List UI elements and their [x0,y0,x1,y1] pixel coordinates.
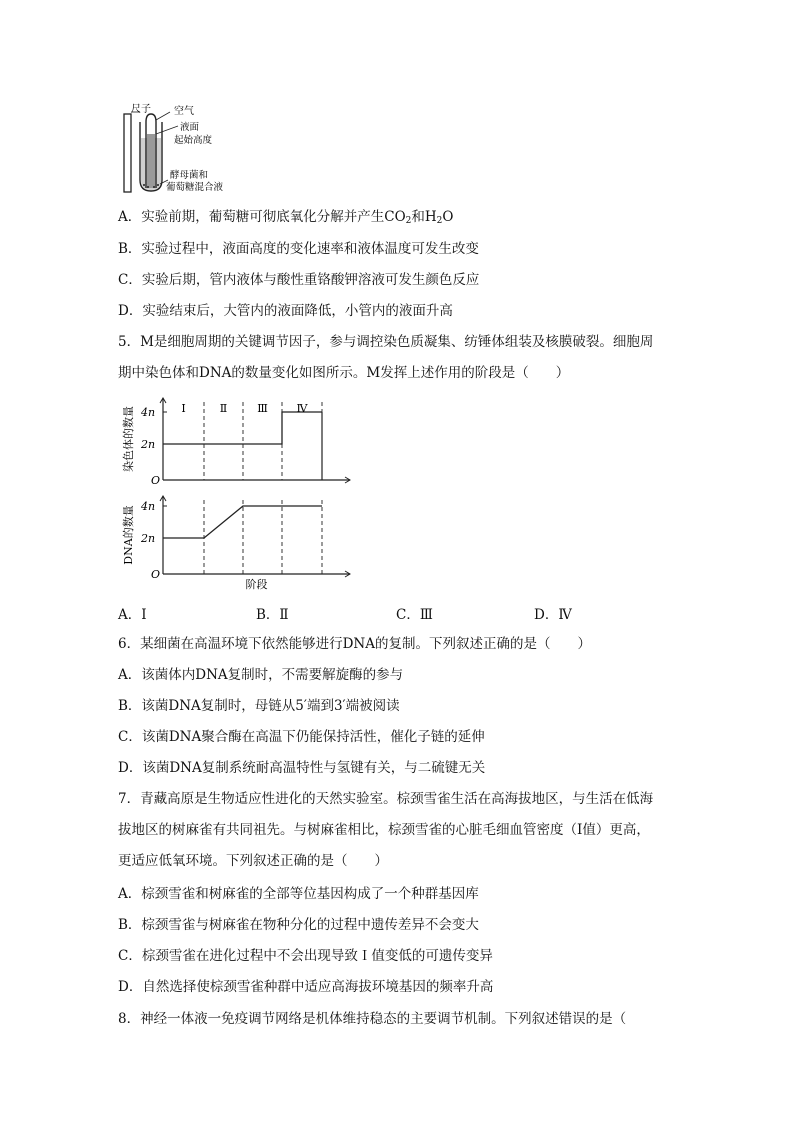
label-ruler: 尺子 [131,104,151,115]
y-tick-label: O [151,474,161,487]
q5-option-b: B．Ⅱ [256,607,289,623]
label-mixture-1: 酵母菌和 [170,170,209,181]
label-start-height: 起始高度 [174,135,213,146]
q7-option-d: D．自然选择使棕颈雪雀种群中适应高海拔环境基因的频率升高 [118,979,494,995]
x-axis-label: 阶段 [245,578,268,591]
y-tick-label: 2n [141,532,156,545]
cell-cycle-charts [118,392,363,592]
label-level: 液面 [180,122,200,133]
label-mixture-2: 葡萄糖混合液 [166,182,224,193]
q7-stem-line3: 更适应低氧环境。下列叙述正确的是（ ） [118,853,388,869]
q7-stem-line1: 7．青藏高原是生物适应性进化的天然实验室。棕颈雪雀生活在高海拔地区，与生活在低海 [118,791,654,807]
q7-option-c: C．棕颈雪雀在进化过程中不会出现导致Ｉ值变低的可遗传变异 [118,948,493,964]
chart-panel-2 [121,496,350,591]
q7-option-a: A．棕颈雪雀和树麻雀的全部等位基因构成了一个种群基因库 [118,886,479,902]
tube-apparatus-figure [118,100,258,196]
y-axis-label: DNA的数量 [122,505,135,565]
y-tick-label: O [151,568,161,581]
q7-option-b: B．棕颈雪雀与树麻雀在物种分化的过程中遗传差异不会变大 [118,917,479,933]
q4-option-c: C．实验后期，管内液体与酸性重铬酸钾溶液可发生颜色反应 [118,272,480,288]
q6-stem: 6．某细菌在高温环境下依然能够进行DNA的复制。下列叙述正确的是（ ） [118,636,591,652]
q6-option-d: D．该菌DNA复制系统耐高温特性与氢键有关，与二硫键无关 [118,760,486,776]
q5-option-c: C．Ⅲ [396,607,433,623]
q5-stem-line1: 5．M是细胞周期的关键调节因子，参与调控染色质凝集、纺锤体组装及核膜破裂。细胞周 [118,334,654,350]
stage-label: Ⅱ [219,402,228,415]
q5-stem-line2: 期中染色体和DNA的数量变化如图所示。M发挥上述作用的阶段是（ ） [118,365,570,381]
q7-stem-line2: 拔地区的树麻雀有共同祖先。与树麻雀相比，棕颈雪雀的心脏毛细血管密度（I值）更高， [118,822,650,838]
y-tick-label: 4n [141,500,156,513]
y-tick-label: 2n [141,438,156,451]
q4-option-d: D．实验结束后，大管内的液面降低，小管内的液面升高 [118,303,453,319]
q5-option-a: A．Ⅰ [118,607,147,623]
stage-label: Ⅳ [296,402,308,415]
stage-label: Ⅲ [257,402,268,415]
q4-option-b: B．实验过程中，液面高度的变化速率和液体温度可发生改变 [118,241,479,257]
series-line [163,412,322,444]
q5-option-d: D．Ⅳ [534,607,572,623]
q6-option-b: B．该菌DNA复制时，母链从5′端到3′端被阅读 [118,698,400,714]
ruler [124,114,131,192]
q6-option-c: C．该菌DNA聚合酶在高温下仍能保持活性，催化子链的延伸 [118,729,485,745]
y-tick-label: 4n [141,406,156,419]
q8-stem: 8．神经一体液一免疫调节网络是机体维持稳态的主要调节机制。下列叙述错误的是（ [118,1011,627,1027]
q6-option-a: A．该菌体内DNA复制时，不需要解旋酶的参与 [118,667,404,683]
chart-panel-1 [121,398,350,487]
y-axis-label: 染色体的数量 [122,406,135,472]
q4-option-a: A．实验前期，葡萄糖可彻底氧化分解并产生$CO_2$和$H_2O$ [118,209,454,226]
series-line [163,506,322,538]
stage-label: Ⅰ [181,402,186,415]
label-air: 空气 [174,106,194,117]
